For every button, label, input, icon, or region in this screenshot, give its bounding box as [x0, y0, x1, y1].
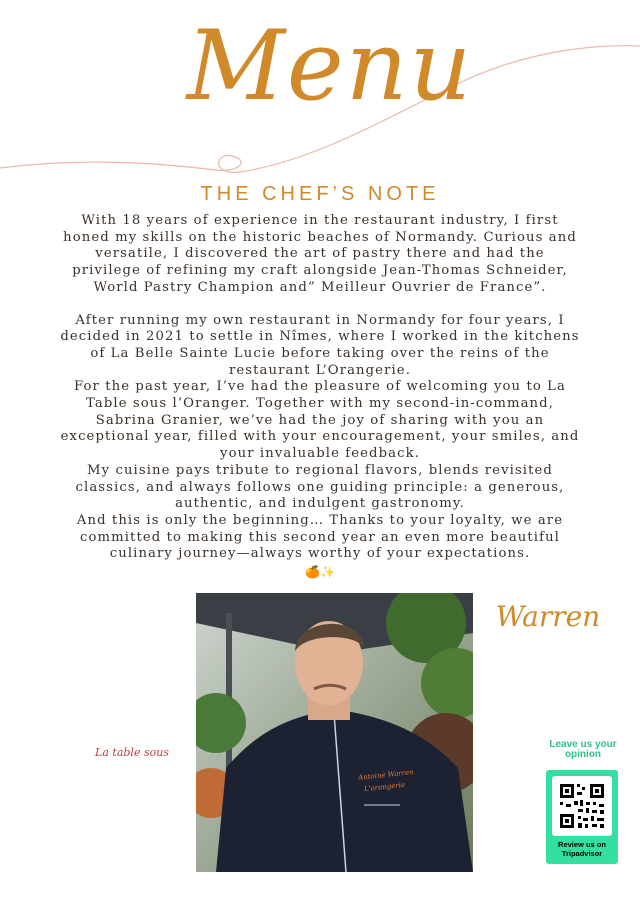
chef-signature: Warren	[495, 600, 601, 633]
chefs-note-heading: THE CHEF’S NOTE	[200, 183, 440, 205]
brand-script-text: La table sous	[95, 746, 169, 759]
jacket-embroidery-name: Antoine Warren	[357, 768, 415, 782]
note-paragraph-3: For the past year, I’ve had the pleasure of welcoming you to La Table sous l’Oranger. Together with my second-in-command, Sabrina Granier, we’ve had the joy of sharing with you an exceptional year, filled with your encouragement, your smiles, and your invaluable feedback.	[60, 379, 580, 462]
note-paragraph-1: With 18 years of experience in the restaurant industry, I first honed my skills on the historic beaches of Normandy. Curious and versatile, I discovered the art of pastry there and had the privilege of refining my craft alongside Jean-Thomas Schneider, World Pastry Champion and” Meilleur Ouvrier de France”.	[63, 213, 577, 295]
note-paragraph-4: My cuisine pays tribute to regional flavors, blends revisited classics, and always follows one guiding principle: a generous, authentic, and indulgent gastronomy.	[75, 462, 565, 512]
chefs-note-body	[60, 213, 580, 563]
orange-sparkle-emoji: 🍊✨	[305, 565, 335, 579]
jacket-embroidery-restaurant: L'orangerie	[363, 780, 406, 794]
tripadvisor-review-badge[interactable]	[546, 770, 618, 864]
chef-photo	[196, 593, 473, 872]
review-prompt: Leave us your opinion	[549, 739, 617, 760]
tripadvisor-caption[interactable]: Review us on Tripadvisor	[558, 840, 606, 858]
menu-title: Menu	[186, 10, 474, 122]
qr-code[interactable]	[552, 776, 612, 836]
note-paragraph-2: After running my own restaurant in Normandy for four years, I decided in 2021 to settle in Nîmes, where I worked in the kitchens of La Belle Sainte Lucie before taking over the reins of the restaurant L’Orangerie.	[60, 312, 580, 378]
note-paragraph-5: And this is only the beginning… Thanks to your loyalty, we are committed to making this second year an even more beautiful culinary journey—always worthy of your expectations.	[76, 512, 564, 562]
